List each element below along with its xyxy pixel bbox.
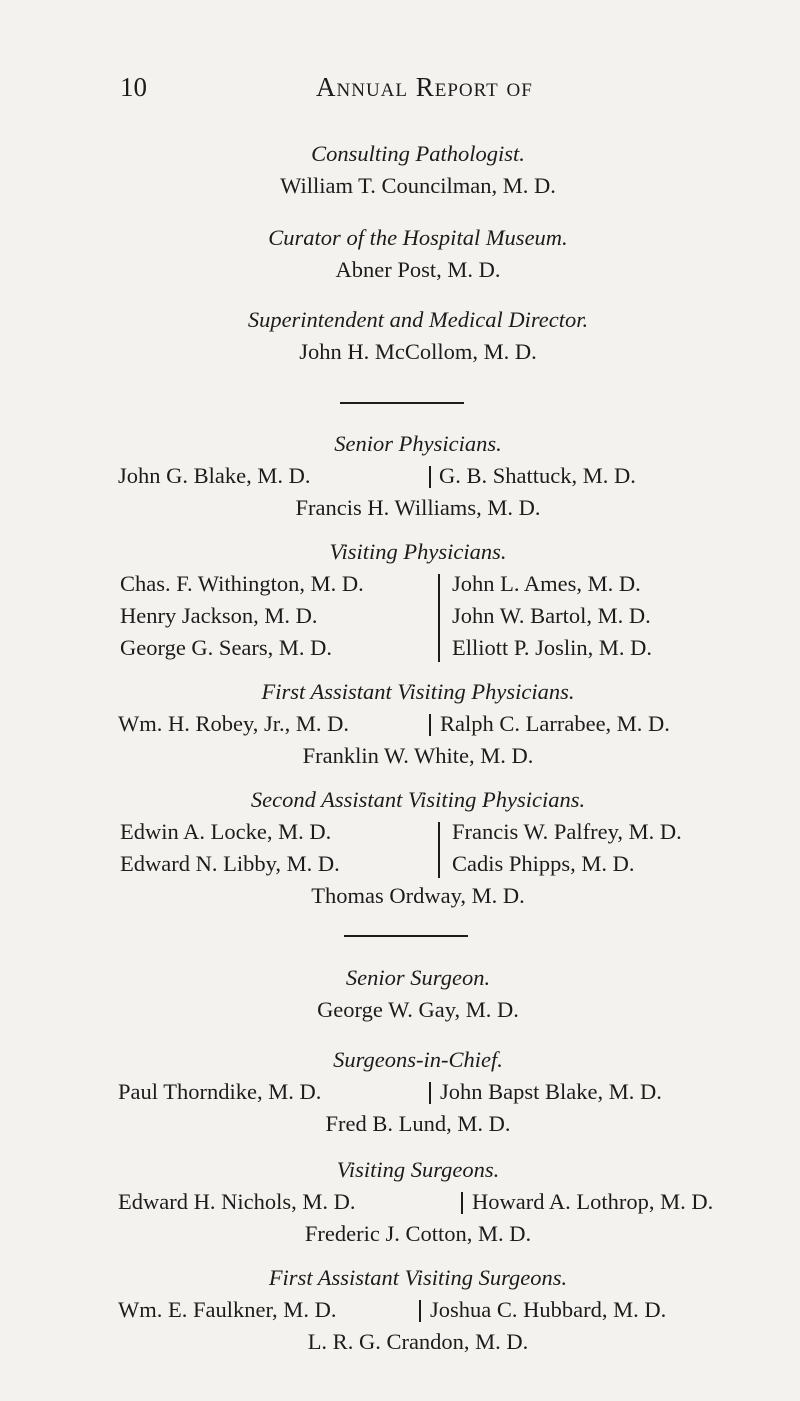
- staff-name: William T. Councilman, M. D.: [280, 173, 556, 198]
- staff-name-left: Wm. H. Robey, Jr., M. D.: [118, 711, 350, 736]
- staff-name-left: Edward H. Nichols, M. D.: [118, 1189, 356, 1214]
- section-divider: [340, 402, 464, 404]
- column-separator: [429, 1082, 431, 1104]
- section-senior-surgeon: [118, 962, 718, 1026]
- staff-name-right: G. B. Shattuck, M. D.: [439, 463, 636, 488]
- staff-name-center: Thomas Ordway, M. D.: [311, 883, 525, 908]
- staff-name: George W. Gay, M. D.: [317, 997, 519, 1022]
- section-title: First Assistant Visiting Surgeons.: [268, 1265, 568, 1290]
- section-second-assistant-visiting-physicians: [118, 784, 718, 914]
- staff-name-left: John G. Blake, M. D.: [118, 463, 311, 488]
- section-divider: [344, 935, 468, 937]
- section-title: Visiting Physicians.: [329, 539, 507, 564]
- two-column-row: [118, 708, 718, 740]
- column-separator: [419, 1300, 421, 1322]
- staff-name: Abner Post, M. D.: [335, 257, 501, 282]
- staff-name-left: Paul Thorndike, M. D.: [118, 1079, 322, 1104]
- staff-name: Elliott P. Joslin, M. D.: [452, 635, 653, 660]
- staff-name: John W. Bartol, M. D.: [452, 603, 651, 628]
- staff-name-center: Fred B. Lund, M. D.: [325, 1111, 511, 1136]
- section-curator: [118, 222, 718, 286]
- left-column: [120, 568, 364, 664]
- running-head: [120, 72, 700, 112]
- section-senior-physicians: [118, 428, 718, 524]
- section-title: Second Assistant Visiting Physicians.: [250, 787, 586, 812]
- section-superintendent: [118, 304, 718, 368]
- section-title: Superintendent and Medical Director.: [247, 307, 589, 332]
- two-column-row: [118, 1076, 718, 1108]
- staff-name-left: Wm. E. Faulkner, M. D.: [118, 1297, 337, 1322]
- staff-name: Edward N. Libby, M. D.: [120, 851, 340, 876]
- staff-name: George G. Sears, M. D.: [120, 635, 333, 660]
- column-separator: [438, 574, 440, 662]
- staff-name-center: Franklin W. White, M. D.: [302, 743, 534, 768]
- section-title: Consulting Pathologist.: [311, 141, 525, 166]
- column-separator: [461, 1192, 463, 1214]
- staff-name: John L. Ames, M. D.: [452, 571, 641, 596]
- two-column-row: [118, 1186, 718, 1218]
- staff-name-center: Francis H. Williams, M. D.: [295, 495, 541, 520]
- two-column-row: [118, 1294, 718, 1326]
- section-title: Surgeons-in-Chief.: [333, 1047, 503, 1072]
- right-column: [452, 816, 682, 880]
- staff-name-right: John Bapst Blake, M. D.: [440, 1079, 662, 1104]
- section-title: First Assistant Visiting Physicians.: [261, 679, 575, 704]
- running-head-title: Annual Report of: [316, 72, 533, 102]
- staff-name-right: Joshua C. Hubbard, M. D.: [430, 1297, 667, 1322]
- section-first-assistant-visiting-physicians: [118, 676, 718, 772]
- two-column-row: [118, 460, 718, 492]
- section-title: Visiting Surgeons.: [336, 1157, 500, 1182]
- section-visiting-physicians: [118, 536, 718, 666]
- section-title: Curator of the Hospital Museum.: [268, 225, 568, 250]
- staff-name-right: Ralph C. Larrabee, M. D.: [440, 711, 670, 736]
- section-consulting-pathologist: [118, 138, 718, 202]
- staff-name: Cadis Phipps, M. D.: [452, 851, 635, 876]
- column-separator: [429, 466, 431, 488]
- section-surgeons-in-chief: [118, 1044, 718, 1140]
- staff-name: Edwin A. Locke, M. D.: [120, 819, 332, 844]
- section-visiting-surgeons: [118, 1154, 718, 1250]
- staff-name: John H. McCollom, M. D.: [299, 339, 537, 364]
- staff-name: Chas. F. Withington, M. D.: [120, 571, 364, 596]
- column-separator: [438, 822, 440, 878]
- staff-name: Henry Jackson, M. D.: [120, 603, 318, 628]
- left-column: [120, 816, 340, 880]
- staff-name-center: L. R. G. Crandon, M. D.: [307, 1329, 529, 1354]
- staff-name-center: Frederic J. Cotton, M. D.: [304, 1221, 532, 1246]
- column-separator: [429, 714, 431, 736]
- staff-name-right: Howard A. Lothrop, M. D.: [472, 1189, 714, 1214]
- section-title: Senior Physicians.: [334, 431, 502, 456]
- section-title: Senior Surgeon.: [345, 965, 491, 990]
- page-number: 10: [120, 72, 147, 102]
- section-first-assistant-visiting-surgeons: [118, 1262, 718, 1358]
- right-column: [452, 568, 652, 664]
- staff-name: Francis W. Palfrey, M. D.: [452, 819, 682, 844]
